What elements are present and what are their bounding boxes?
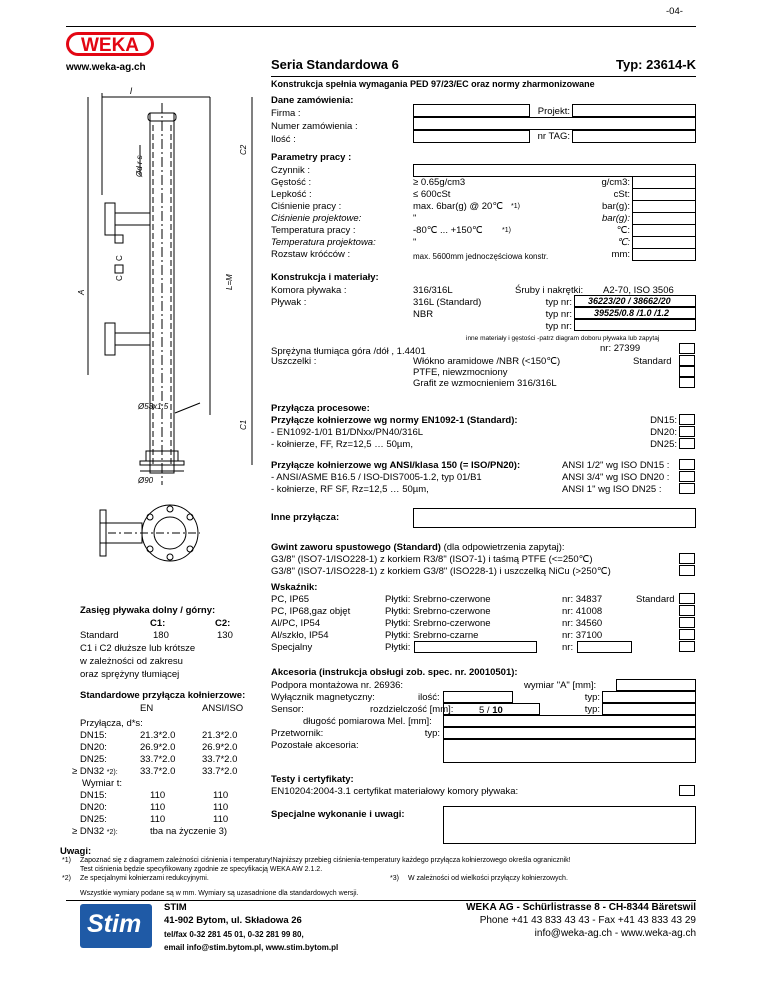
label-d: Ød r s bbox=[135, 155, 144, 177]
uszczelka-2-checkbox[interactable] bbox=[679, 366, 695, 377]
header-rule bbox=[271, 76, 696, 77]
materials-heading: Konstrukcja i materiały: bbox=[271, 272, 379, 283]
sprezyna-label: Sprężyna tłumiąca góra /dół , 1.4401 bbox=[271, 346, 426, 357]
uszczelki-label: Uszczelki : bbox=[271, 356, 317, 367]
note-3: W zależności od wielkości przyłączy kołnierzowych. bbox=[408, 875, 568, 882]
uszczelka-3: Grafit ze wzmocnieniem 316/316L bbox=[413, 378, 557, 389]
flange-t-last-note: *2): bbox=[106, 829, 118, 836]
flange-t-en-0: 110 bbox=[150, 790, 166, 801]
flange-d-n-3: ≥ DN32 bbox=[72, 766, 105, 777]
note-1-key: *1) bbox=[62, 857, 71, 864]
rozdz-label: rozdzielczość [mm]: bbox=[370, 704, 454, 715]
sensor-label: Sensor: bbox=[271, 704, 304, 715]
rozdz-value-b: 10 bbox=[492, 705, 503, 716]
indicator-d-0: Standard bbox=[636, 594, 675, 605]
indicator-1-checkbox[interactable] bbox=[679, 605, 695, 616]
indicator-a-4: Specjalny bbox=[271, 642, 313, 653]
param-label-2: Lepkość : bbox=[271, 189, 312, 200]
param-label-1: Gęstość : bbox=[271, 177, 312, 188]
uszczelka-1-checkbox[interactable] bbox=[679, 355, 695, 366]
en-line-1: - EN1092-1/01 B1/DNxx/PN40/316L bbox=[271, 427, 424, 438]
param-value-7: max. 5600mm jednoczęściowa konstr. bbox=[413, 252, 549, 261]
top-rule bbox=[66, 26, 696, 27]
flange-std-heading: Standardowe przyłącza kołnierzowe: bbox=[80, 690, 246, 701]
sprezyna-nr: nr: 27399 bbox=[600, 343, 641, 354]
plywak-value: 316L (Standard) bbox=[413, 297, 482, 308]
footer-rule bbox=[66, 900, 696, 901]
stim-email[interactable]: email info@stim.bytom.pl, www.stim.bytom.pl bbox=[164, 943, 339, 952]
label-c-upper: C bbox=[115, 255, 124, 261]
ansi-1-checkbox[interactable] bbox=[679, 459, 695, 470]
float-range-heading: Zasięg pływaka dolny / górny: bbox=[80, 605, 216, 616]
flange-ansi-header: ANSI/ISO bbox=[202, 703, 244, 714]
param-label-3: Ciśnienie pracy : bbox=[271, 201, 342, 212]
float-c1-label: C1: bbox=[150, 618, 166, 629]
param-unit-3: bar(g): bbox=[602, 201, 630, 212]
wylacznik-ilosc-label: ilość: bbox=[418, 692, 440, 703]
param-unit-4: bar(g): bbox=[602, 213, 630, 224]
typ2-label: typ nr: bbox=[545, 309, 572, 320]
series-title: Seria Standardowa 6 bbox=[271, 57, 399, 72]
projekt-label: Projekt: bbox=[537, 106, 570, 117]
param-unit-2: cSt: bbox=[613, 189, 630, 200]
stim-tel: tel/fax 0-32 281 45 01, 0-32 281 99 80, bbox=[164, 930, 304, 939]
indicator-b-1: Płytki: Srebrno-czerwone bbox=[385, 606, 491, 617]
param-unit-5: ℃: bbox=[616, 225, 630, 236]
uszczelka-1: Włókno aramidowe /NBR (<150℃) bbox=[413, 356, 561, 367]
typ3-input[interactable] bbox=[574, 319, 696, 331]
param-label-5: Temperatura pracy : bbox=[271, 225, 356, 236]
flange-t-n-0: DN15: bbox=[80, 790, 107, 801]
dlugosc-input[interactable] bbox=[443, 715, 696, 727]
all-dims-note: Wszystkie wymiary podane są w mm. Wymiary są uzasadnione dla standardowych wersji. bbox=[80, 890, 359, 897]
ansi-size-2: ANSI 3/4" wg ISO DN20 : bbox=[562, 472, 670, 483]
flange-d-ansi-3: 33.7*2.0 bbox=[202, 766, 238, 777]
flange-d-note-3: *2): bbox=[106, 769, 118, 776]
sruby-label: Śruby i nakrętki: bbox=[515, 285, 584, 296]
param-value-1: ≥ 0.65g/cm3 bbox=[413, 177, 466, 188]
numer-label: Numer zamówienia : bbox=[271, 121, 358, 132]
uszczelka-3-checkbox[interactable] bbox=[679, 377, 695, 388]
label-pipe: Ø53x1,5 bbox=[138, 402, 169, 411]
flange-d-n-0: DN15: bbox=[80, 730, 107, 741]
indicator-c-1: nr: 41008 bbox=[562, 606, 603, 617]
sprezyna-checkbox[interactable] bbox=[679, 343, 695, 354]
drain-1-checkbox[interactable] bbox=[679, 553, 695, 564]
float-standard-label: Standard bbox=[80, 630, 119, 641]
param-value-6: " bbox=[413, 237, 417, 248]
label-c-lower: C bbox=[115, 275, 124, 281]
indicator-0-checkbox[interactable] bbox=[679, 593, 695, 604]
param-value-2: ≤ 600cSt bbox=[413, 189, 451, 200]
note-1b: Test ciśnienia będzie specyfikowany zgodnie ze specyfikacją WEKA AW 2.1.2. bbox=[80, 866, 323, 873]
indicator-4-checkbox[interactable] bbox=[679, 641, 695, 652]
indicator-a-0: PC, IP65 bbox=[271, 594, 310, 605]
label-d90: Ø90 bbox=[138, 476, 154, 485]
param-unit-7: mm: bbox=[611, 249, 630, 260]
indicator-b-0: Płytki: Srebrno-czerwone bbox=[385, 594, 491, 605]
indicator-c-0: nr: 34837 bbox=[562, 594, 603, 605]
indicator-b-4: Płytki: bbox=[385, 642, 411, 653]
label-l: l bbox=[130, 86, 132, 96]
other-conn-heading: Inne przyłącza: bbox=[271, 512, 340, 523]
nbr-value: NBR bbox=[413, 309, 434, 320]
typ2-value: 39525/0.8 /1.0 /1.2 bbox=[594, 308, 670, 318]
param-unit-1: g/cm3: bbox=[601, 177, 630, 188]
flange-d-ansi-2: 33.7*2.0 bbox=[202, 754, 238, 765]
flange-t-ansi-1: 110 bbox=[213, 802, 229, 813]
flange-t-last-wrap bbox=[72, 826, 118, 837]
indicator-special-plates-input[interactable] bbox=[414, 641, 537, 653]
flange-t-en-1: 110 bbox=[150, 802, 166, 813]
param-label-0: Czynnik : bbox=[271, 165, 311, 176]
ansi-line-1: - ANSI/ASME B16.5 / ISO-DIS7005-1.2, typ 01/B1 bbox=[271, 472, 482, 483]
weka-logo-text: WEKA bbox=[80, 35, 140, 56]
dn15-label: DN15: bbox=[650, 415, 677, 426]
nr-tag-input[interactable] bbox=[572, 130, 696, 143]
stim-logo-text: Stim bbox=[87, 910, 142, 938]
drain-line-1: G3/8" (ISO7-1/ISO228-1) z korkiem R3/8" (ISO7-1) i taśmą PTFE (<=250℃) bbox=[271, 554, 593, 565]
podpora-label: Podpora montażowa nr. 26936: bbox=[271, 680, 404, 691]
param-value-3: max. 6bar(g) @ 20℃ bbox=[413, 201, 504, 212]
wymiar-input[interactable] bbox=[616, 679, 696, 691]
flange-d-n-3-wrap bbox=[72, 766, 118, 777]
indicator-heading: Wskaźnik: bbox=[271, 582, 318, 593]
note-2: Ze specjalnymi kołnierzami redukcyjnymi. bbox=[80, 875, 209, 882]
float-note-3: oraz sprężyny tłumiącej bbox=[80, 669, 180, 680]
uszczelka-2: PTFE, niewzmocniony bbox=[413, 367, 508, 378]
flange-t-ansi-2: 110 bbox=[213, 814, 229, 825]
flange-t-heading: Wymiar t: bbox=[82, 778, 123, 789]
sruby-value: A2-70, ISO 3506 bbox=[603, 285, 674, 296]
special-heading: Specjalne wykonanie i uwagi: bbox=[271, 809, 405, 820]
flange-t-n-2: DN25: bbox=[80, 814, 107, 825]
ilosc-input[interactable] bbox=[413, 130, 530, 143]
pozostale-input[interactable] bbox=[443, 739, 696, 763]
flange-d-en-1: 26.9*2.0 bbox=[140, 742, 176, 753]
flange-d-ansi-0: 21.3*2.0 bbox=[202, 730, 238, 741]
stim-logo bbox=[80, 904, 152, 948]
flange-d-heading: Przyłącza, d*s: bbox=[80, 718, 143, 729]
param-label-7: Rozstaw króćców : bbox=[271, 249, 351, 260]
param-label-4: Ciśnienie projektowe: bbox=[271, 213, 362, 224]
uszczelka-1-standard: Standard bbox=[633, 356, 672, 367]
firma-input[interactable] bbox=[413, 104, 530, 117]
ansi-size-1: ANSI 1/2" wg ISO DN15 : bbox=[562, 460, 670, 471]
drain-heading-note: (dla odpowietrzenia zapytaj): bbox=[440, 542, 565, 553]
weka-mail[interactable]: info@weka-ag.ch - www.weka-ag.ch bbox=[534, 928, 696, 939]
float-c1-value: 180 bbox=[153, 630, 169, 641]
weka-phone: Phone +41 43 833 43 43 - Fax +41 43 833 43 29 bbox=[479, 915, 696, 926]
flange-d-en-3: 33.7*2.0 bbox=[140, 766, 176, 777]
stim-name: STIM bbox=[164, 902, 187, 913]
wylacznik-label: Wyłącznik magnetyczny: bbox=[271, 692, 375, 703]
flange-d-en-0: 21.3*2.0 bbox=[140, 730, 176, 741]
technical-drawing bbox=[60, 85, 260, 585]
flange-t-last-n: ≥ DN32 bbox=[72, 826, 105, 837]
tests-heading: Testy i certyfikaty: bbox=[271, 774, 354, 785]
accessories-heading: Akcesoria (instrukcja obsługi zob. spec. nr. 20010501): bbox=[271, 667, 518, 678]
wylacznik-ilosc-input[interactable] bbox=[443, 691, 513, 703]
param-value-4: " bbox=[413, 213, 417, 224]
indicator-special-nr-input[interactable] bbox=[577, 641, 632, 653]
weka-logo bbox=[66, 30, 154, 60]
label-c2: C2 bbox=[239, 144, 248, 155]
typ1-label: typ nr: bbox=[545, 297, 572, 308]
dn20-label: DN20: bbox=[650, 427, 677, 438]
param-value-5: -80℃ ... +150℃ bbox=[413, 225, 483, 236]
indicator-2-checkbox[interactable] bbox=[679, 617, 695, 628]
flange-d-en-2: 33.7*2.0 bbox=[140, 754, 176, 765]
pozostale-label: Pozostałe akcesoria: bbox=[271, 740, 359, 751]
flange-t-n-1: DN20: bbox=[80, 802, 107, 813]
nr-tag-label: nr TAG: bbox=[537, 131, 570, 142]
flange-d-ansi-1: 26.9*2.0 bbox=[202, 742, 238, 753]
drain-line-2: G3/8" (ISO7-1/ISO228-1) z korkiem G3/8" (ISO228-1) i uszczelką NiCu (>250℃) bbox=[271, 566, 611, 577]
flange-en-header: EN bbox=[140, 703, 154, 714]
ansi-2-checkbox[interactable] bbox=[679, 471, 695, 482]
note-1: Zapoznać się z diagramem zależności ciśnienia i temperatury!Najniższy przebieg ciśnienia-temperatury każdego przyłącza kołnierzowego określa ogranicznik! bbox=[80, 857, 571, 864]
indicator-a-2: Al/PC, IP54 bbox=[271, 618, 321, 629]
website[interactable]: www.weka-ag.ch bbox=[66, 62, 146, 73]
komora-value: 316/316L bbox=[413, 285, 453, 296]
wylacznik-typ-label: typ: bbox=[584, 692, 600, 703]
special-input[interactable] bbox=[443, 806, 696, 844]
drain-heading: Gwint zaworu spustowego (Standard) bbox=[271, 542, 441, 553]
ansi-line-2: - kołnierze, RF SF, Rz=12,5 … 50µm, bbox=[271, 484, 429, 495]
stim-address: 41-902 Bytom, ul. Składowa 26 bbox=[164, 915, 302, 926]
indicator-3-checkbox[interactable] bbox=[679, 629, 695, 640]
indicator-a-3: Al/szkło, IP54 bbox=[271, 630, 329, 641]
weka-name: WEKA AG - Schürlistrasse 8 - CH-8344 Bäretswil bbox=[466, 902, 696, 913]
label-a: A bbox=[77, 289, 86, 295]
drain-2-checkbox[interactable] bbox=[679, 565, 695, 576]
przetwornik-typ-input[interactable] bbox=[443, 727, 696, 739]
param-note-3: *1) bbox=[511, 203, 520, 210]
dlugosc-label: długość pomiarowa Mel. [mm]: bbox=[303, 716, 432, 727]
flange-t-en-2: 110 bbox=[150, 814, 166, 825]
plywak-label: Pływak : bbox=[271, 297, 307, 308]
materials-note: inne materiały i gęstości -patrz diagram doboru pływaka lub zapytaj bbox=[466, 335, 660, 342]
flange-t-ansi-0: 110 bbox=[213, 790, 229, 801]
subtitle: Konstrukcja spełnia wymagania PED 97/23/EC oraz normy zharmonizowane bbox=[271, 79, 595, 89]
wylacznik-typ-input[interactable] bbox=[602, 691, 696, 703]
sensor-typ-label: typ: bbox=[584, 704, 600, 715]
sensor-typ-input[interactable] bbox=[602, 703, 696, 715]
indicator-c-3: nr: 37100 bbox=[562, 630, 603, 641]
flange-d-n-2: DN25: bbox=[80, 754, 107, 765]
flange-t-last-value: tba na życzenie 3) bbox=[150, 826, 228, 837]
param-note-5: *1) bbox=[502, 227, 511, 234]
wymiar-label: wymiar "A" [mm]: bbox=[524, 680, 597, 691]
ilosc-label: Ilość : bbox=[271, 134, 296, 145]
param-unit-6: ℃: bbox=[616, 237, 630, 248]
firma-label: Firma : bbox=[271, 108, 301, 119]
tests-checkbox[interactable] bbox=[679, 785, 695, 796]
typ3-label: typ nr: bbox=[545, 321, 572, 332]
notes-heading: Uwagi: bbox=[60, 846, 92, 857]
flange-d-n-1: DN20: bbox=[80, 742, 107, 753]
ansi-size-3: ANSI 1" wg ISO DN25 : bbox=[562, 484, 662, 495]
ansi-heading: Przyłącze kołnierzowe wg ANSI/klasa 150 (= ISO/PN20): bbox=[271, 460, 521, 471]
numer-input[interactable] bbox=[413, 117, 696, 130]
note-3-key: *3) bbox=[390, 875, 399, 882]
indicator-c-4: nr: bbox=[562, 642, 574, 653]
drain-heading-wrap bbox=[271, 542, 565, 553]
dn25-label: DN25: bbox=[650, 439, 677, 450]
order-heading: Dane zamówienia: bbox=[271, 95, 354, 106]
type-title: Typ: 23614-K bbox=[616, 57, 696, 72]
typ1-value: 36223/20 / 38662/20 bbox=[588, 296, 671, 306]
other-conn-input[interactable] bbox=[413, 508, 696, 528]
page-number: -04- bbox=[666, 6, 683, 17]
indicator-b-3: Płytki: Srebrno-czarne bbox=[385, 630, 479, 641]
dn25-checkbox[interactable] bbox=[679, 438, 695, 449]
float-c2-label: C2: bbox=[215, 618, 231, 629]
komora-label: Komora pływaka : bbox=[271, 285, 347, 296]
float-note-1: C1 i C2 dłuższe lub krótsze bbox=[80, 643, 196, 654]
param-label-6: Temperatura projektowa: bbox=[271, 237, 376, 248]
float-note-2: w zależności od zakresu bbox=[80, 656, 183, 667]
dn15-checkbox[interactable] bbox=[679, 414, 695, 425]
rozdz-value-a: 5 / bbox=[479, 705, 493, 716]
przetwornik-typ-label: typ: bbox=[424, 728, 440, 739]
tests-line: EN10204:2004-3.1 certyfikat materiałowy komory pływaka: bbox=[271, 786, 519, 797]
float-c2-value: 130 bbox=[217, 630, 233, 641]
indicator-c-2: nr: 34560 bbox=[562, 618, 603, 629]
process-heading: Przyłącza procesowe: bbox=[271, 403, 370, 414]
indicator-a-1: PC, IP68,gaz objęt bbox=[271, 606, 351, 617]
przetwornik-label: Przetwornik: bbox=[271, 728, 324, 739]
label-lm: L=M bbox=[225, 274, 234, 290]
indicator-b-2: Płytki: Srebrno-czerwone bbox=[385, 618, 491, 629]
projekt-input[interactable] bbox=[572, 104, 696, 117]
label-c1: C1 bbox=[239, 419, 248, 430]
en-line-2: - kołnierze, FF, Rz=12,5 … 50µm, bbox=[271, 439, 413, 450]
ansi-3-checkbox[interactable] bbox=[679, 483, 695, 494]
note-2-key: *2) bbox=[62, 875, 71, 882]
dn20-checkbox[interactable] bbox=[679, 426, 695, 437]
en-heading: Przyłącze kołnierzowe wg normy EN1092-1 (Standard): bbox=[271, 415, 518, 426]
params-heading: Parametry pracy : bbox=[271, 152, 352, 163]
